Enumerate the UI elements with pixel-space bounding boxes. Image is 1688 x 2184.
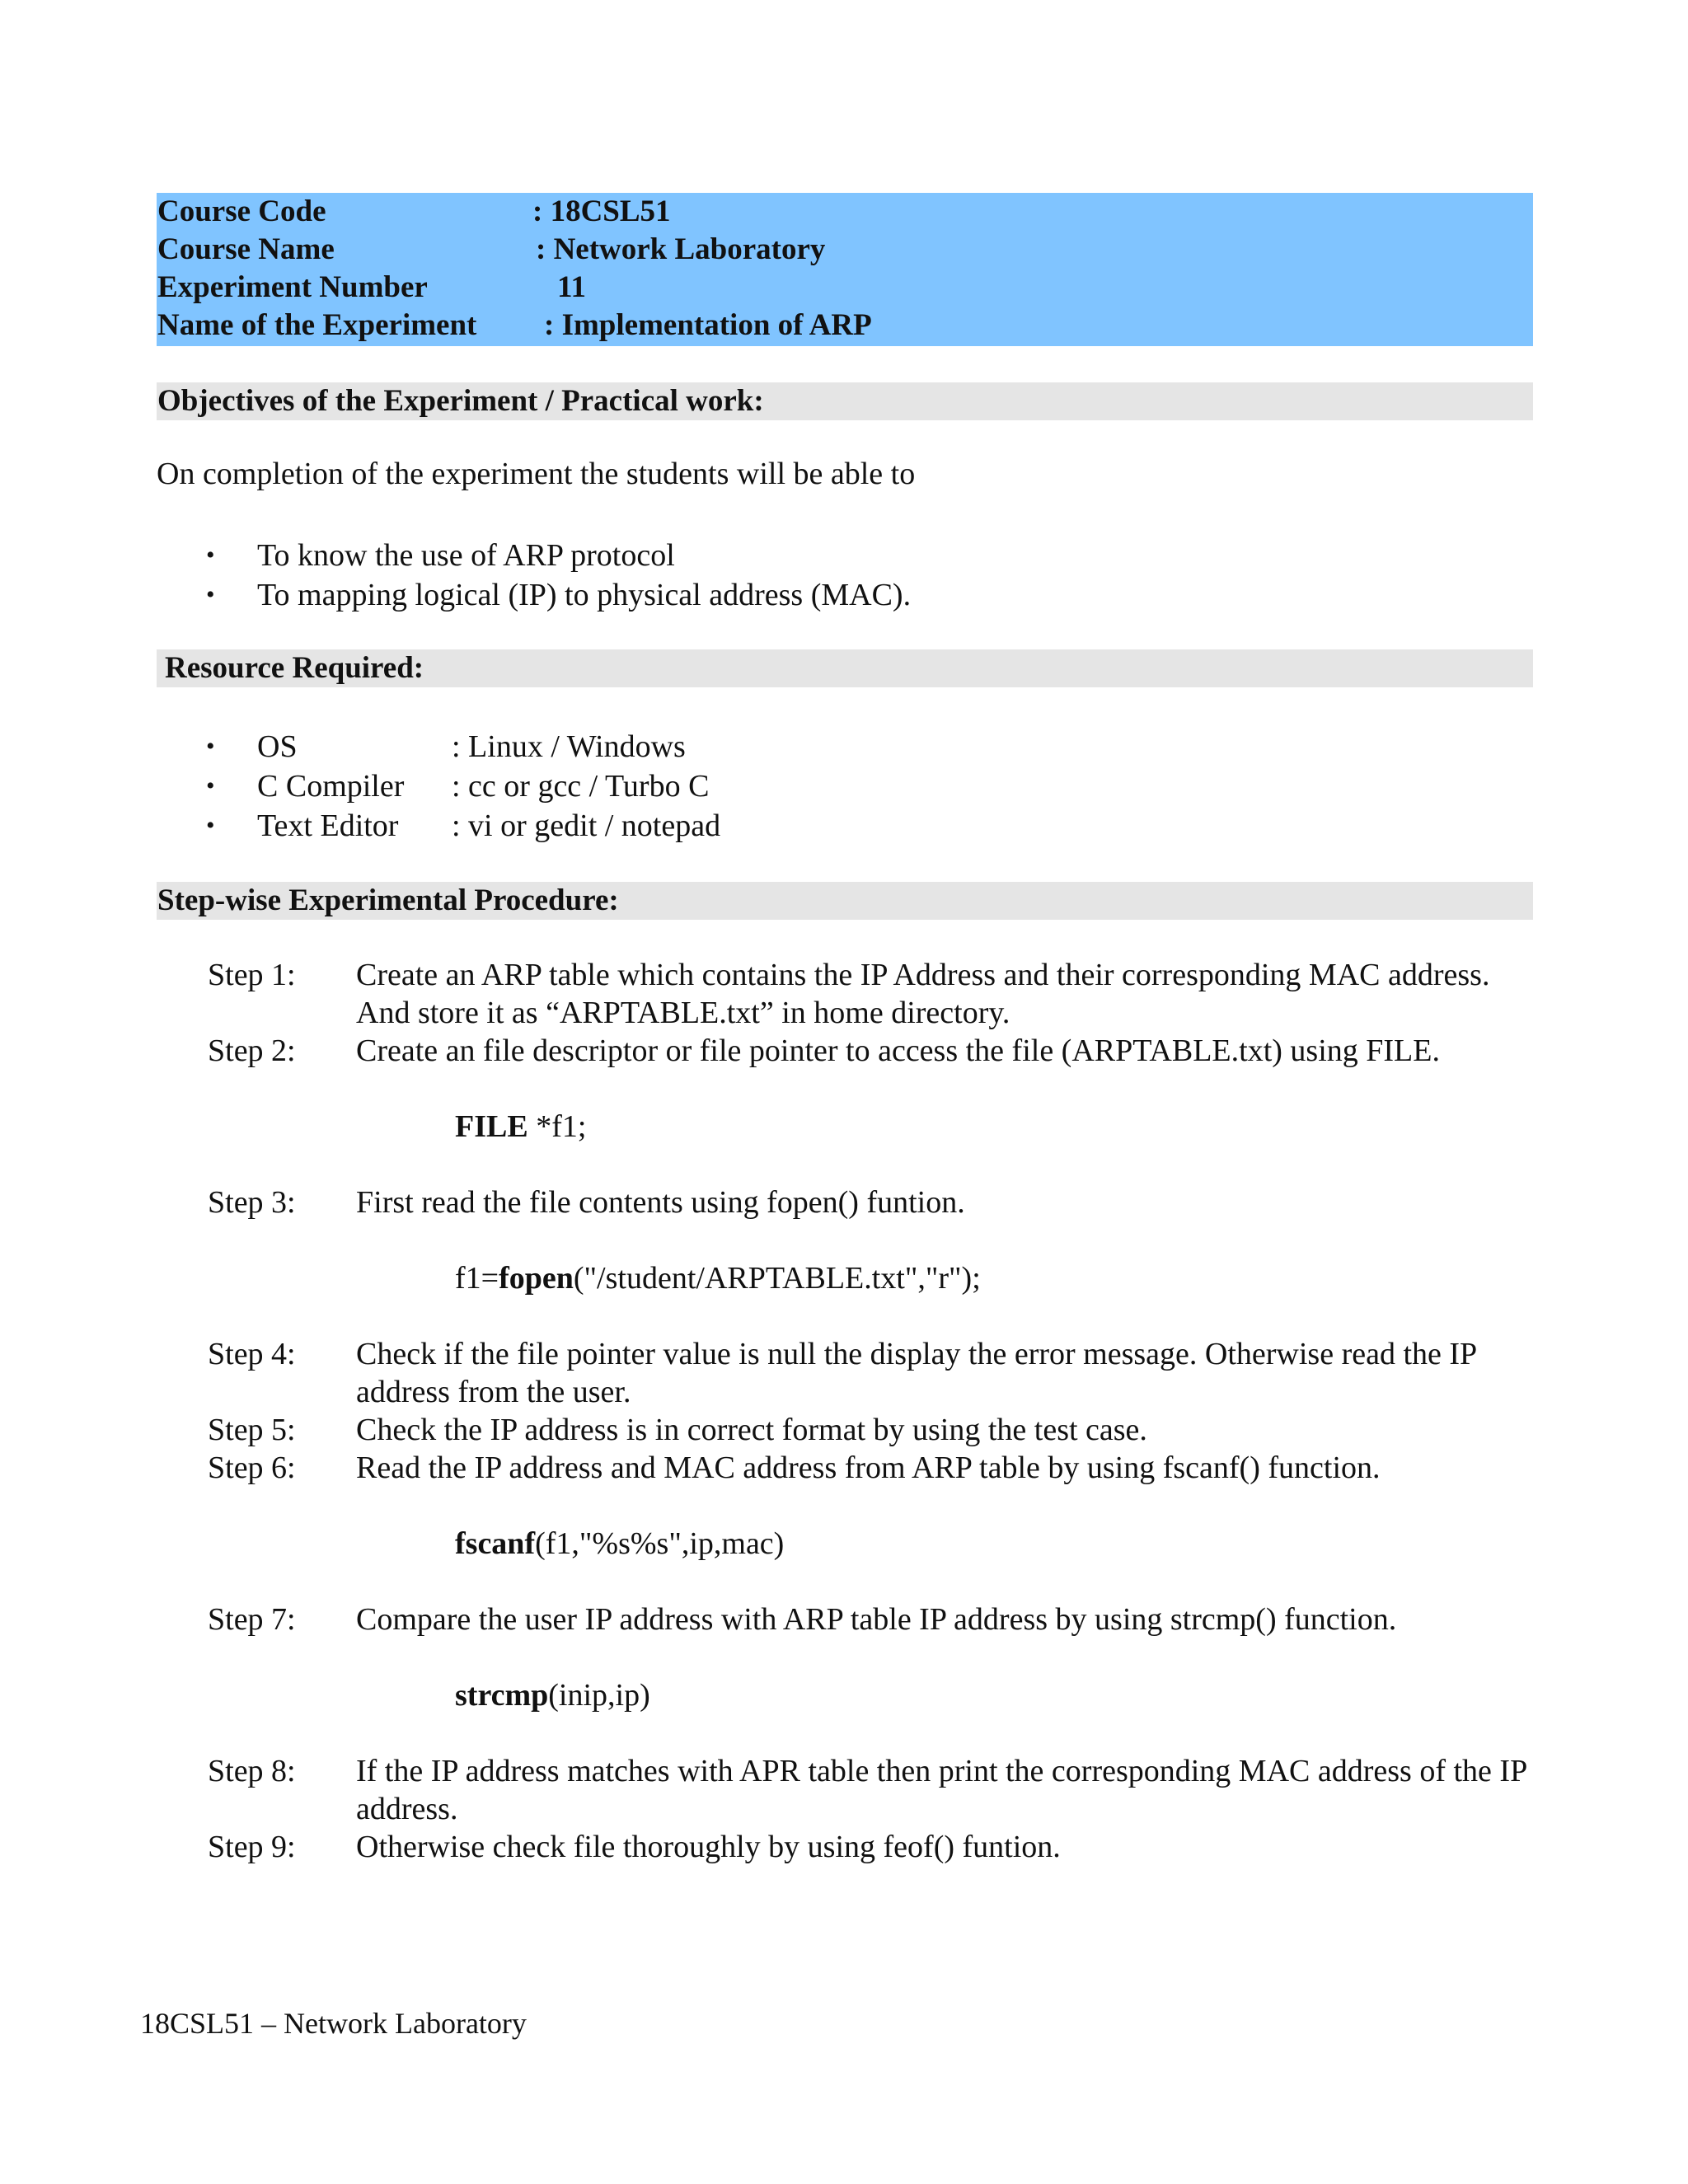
course-info-box [157,193,1533,346]
step-label: Step 1: [208,958,296,992]
resource-item [157,806,1393,846]
page-footer: 18CSL51 – Network Laboratory [140,2007,527,2040]
resources-heading-bar [157,649,1533,687]
step-label: Step 4: [208,1337,296,1371]
step-text: First read the file contents using fopen() funtion. [356,1185,965,1220]
course-code-label: Course Code [157,194,326,228]
resource-name: OS [257,729,298,764]
resource-value: : cc or gcc / Turbo C [452,769,710,804]
step-text: Create an ARP table which contains the IP Address and their corresponding MAC address. And store it as “ARPTABLE.txt” in home directory. [356,958,1490,1030]
step-label: Step 9: [208,1830,296,1864]
resource-name: Text Editor [257,808,399,843]
step-text: Check the IP address is in correct format by using the test case. [356,1413,1147,1447]
resource-name: C Compiler [257,769,405,804]
step-label: Step 5: [208,1413,296,1447]
bullet-icon: • [206,772,215,799]
step-text: If the IP address matches with APR table then print the corresponding MAC address of the IP address. [356,1754,1526,1826]
resource-item [157,727,1393,766]
step-label: Step 7: [208,1602,296,1637]
resources-heading: Resource Required: [165,651,424,685]
experiment-number-label: Experiment Number [157,270,428,304]
step-label: Step 3: [208,1185,296,1220]
experiment-name-value: : Implementation of ARP [544,308,872,342]
procedure-heading-bar [157,882,1533,920]
step-text: Read the IP address and MAC address from ARP table by using fscanf() function. [356,1451,1381,1485]
course-code-value: : 18CSL51 [532,194,671,228]
experiment-number-value: 11 [557,270,586,304]
bullet-icon: • [206,581,215,608]
step-label: Step 8: [208,1754,296,1788]
code-strcmp-call: strcmp(inip,ip) [455,1678,650,1713]
objective-item: • To know the use of ARP protocol [157,536,1393,575]
procedure-heading: Step-wise Experimental Procedure: [157,883,619,917]
objective-item: • To mapping logical (IP) to physical address (MAC). [157,575,1393,615]
objectives-heading: Objectives of the Experiment / Practical work: [157,384,764,418]
code-fscanf-call: fscanf(f1,"%s%s",ip,mac) [455,1526,785,1561]
resource-value: : Linux / Windows [452,729,686,764]
resource-item [157,766,1393,806]
course-name-label: Course Name [157,232,335,266]
bullet-icon: • [206,733,215,760]
objectives-heading-bar [157,382,1533,420]
code-fopen-call: f1=fopen("/student/ARPTABLE.txt","r"); [455,1261,981,1296]
experiment-name-label: Name of the Experiment [157,308,477,342]
bullet-icon: • [206,812,215,839]
step-text: Check if the file pointer value is null the display the error message. Otherwise read the IP address from the user. [356,1337,1476,1409]
step-text: Create an file descriptor or file pointer to access the file (ARPTABLE.txt) using FILE. [356,1033,1440,1068]
bullet-icon: • [206,541,215,569]
resource-value: : vi or gedit / notepad [452,808,721,843]
step-text: Otherwise check file thoroughly by using feof() funtion. [356,1830,1061,1864]
step-label: Step 2: [208,1033,296,1068]
course-name-value: : Network Laboratory [536,232,826,266]
step-label: Step 6: [208,1451,296,1485]
code-file-declaration: FILE *f1; [455,1109,587,1144]
step-text: Compare the user IP address with ARP table IP address by using strcmp() function. [356,1602,1397,1637]
objectives-intro: On completion of the experiment the students will be able to [157,457,916,491]
